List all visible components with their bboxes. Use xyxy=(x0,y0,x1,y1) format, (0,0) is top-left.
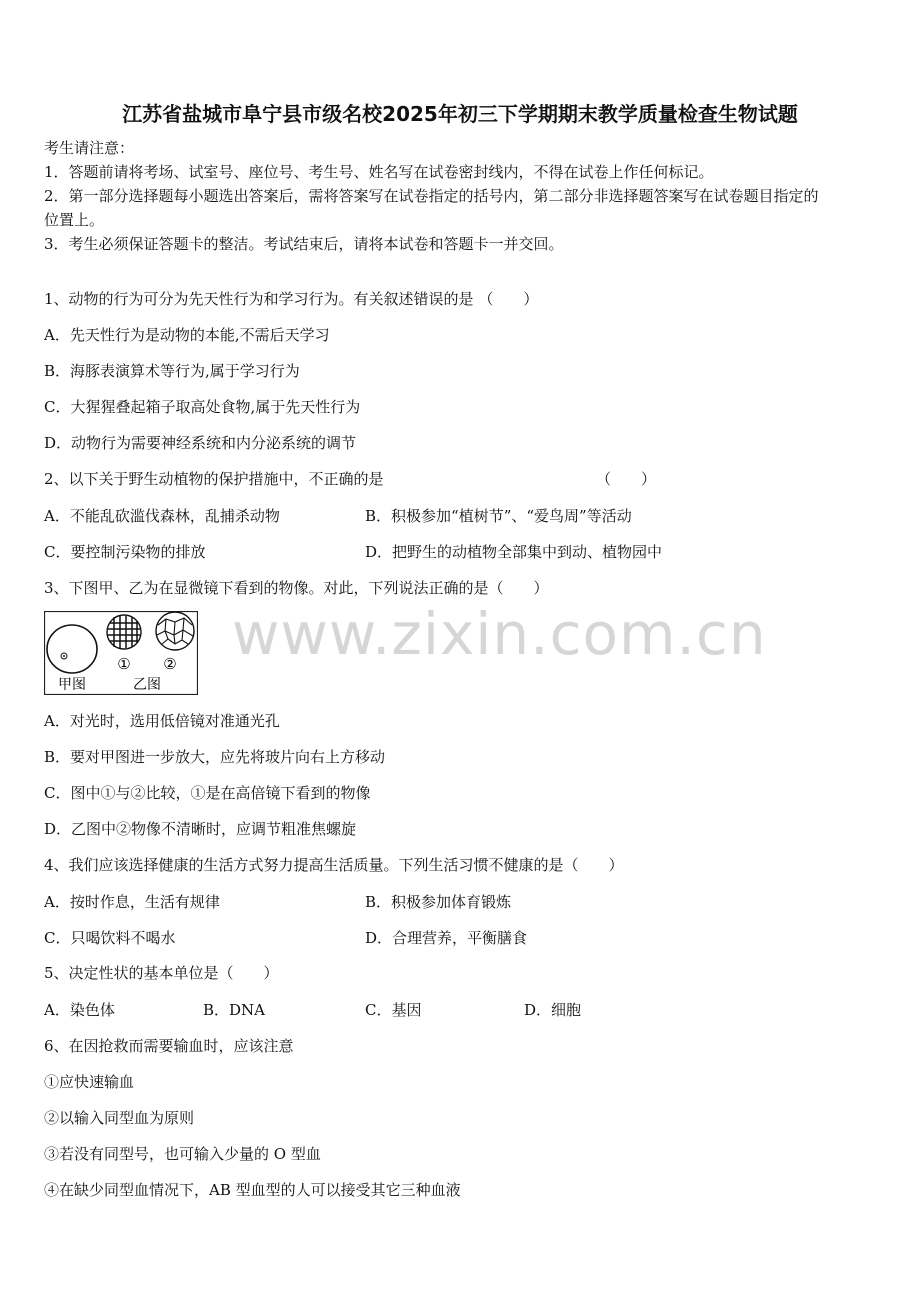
notice-item-2b: 位置上。 xyxy=(44,211,105,229)
q5-option-c: C．基因 xyxy=(365,1001,422,1019)
q1-stem: 1、动物的行为可分为先天性行为和学习行为。有关叙述错误的是 （ ） xyxy=(44,290,539,308)
q2-answer-paren: （ ） xyxy=(596,470,657,488)
notice-item-2a: 2．第一部分选择题每小题选出答案后，需将答案写在试卷指定的括号内，第二部分非选择题答案写在试卷题目指定的 xyxy=(44,187,819,205)
q2-option-a: A．不能乱砍滥伐森林，乱捕杀动物 xyxy=(44,507,280,525)
q1-option-d: D．动物行为需要神经系统和内分泌系统的调节 xyxy=(44,434,357,452)
q3-option-b: B．要对甲图进一步放大，应先将玻片向右上方移动 xyxy=(44,748,386,766)
notice-heading: 考生请注意： xyxy=(44,139,135,157)
jia-label: 甲图 xyxy=(58,677,86,693)
q2-option-c: C．要控制污染物的排放 xyxy=(44,543,206,561)
q6-statement-3: ③若没有同型号，也可输入少量的 O 型血 xyxy=(44,1145,321,1163)
notice-item-1: 1．答题前请将考场、试室号、座位号、考生号、姓名写在试卷密封线内，不得在试卷上作任何标记。 xyxy=(44,163,714,181)
q1-option-a: A．先天性行为是动物的本能,不需后天学习 xyxy=(44,326,330,344)
yi-label: 乙图 xyxy=(133,677,161,693)
q6-stem: 6、在因抢救而需要输血时，应该注意 xyxy=(44,1037,294,1055)
yi-mark-1: ① xyxy=(117,655,131,673)
microscope-figure-svg xyxy=(44,611,198,695)
watermark: www.zixin.com.cn xyxy=(232,600,767,668)
q4-option-d: D．合理营养，平衡膳食 xyxy=(365,929,528,947)
q3-option-a: A．对光时，选用低倍镜对准通光孔 xyxy=(44,712,280,730)
q6-statement-1: ①应快速输血 xyxy=(44,1073,135,1091)
q4-option-c: C．只喝饮料不喝水 xyxy=(44,929,176,947)
q3-stem: 3、下图甲、乙为在显微镜下看到的物像。对此，下列说法正确的是（ ） xyxy=(44,579,549,597)
q5-stem: 5、决定性状的基本单位是（ ） xyxy=(44,964,279,982)
q1-option-c: C．大猩猩叠起箱子取高处食物,属于先天性行为 xyxy=(44,398,361,416)
q1-option-b: B．海豚表演算术等行为,属于学习行为 xyxy=(44,362,300,380)
q6-statement-2: ②以输入同型血为原则 xyxy=(44,1109,195,1127)
q2-stem: 2、以下关于野生动植物的保护措施中，不正确的是 xyxy=(44,470,384,488)
q6-statement-4: ④在缺少同型血情况下，AB 型血型的人可以接受其它三种血液 xyxy=(44,1181,461,1199)
q5-option-d: D．细胞 xyxy=(524,1001,582,1019)
q3-option-c: C．图中①与②比较，①是在高倍镜下看到的物像 xyxy=(44,784,371,802)
q2-option-d: D．把野生的动植物全部集中到动、植物园中 xyxy=(365,543,663,561)
q4-option-b: B．积极参加体育锻炼 xyxy=(365,893,512,911)
page-title: 江苏省盐城市阜宁县市级名校2025年初三下学期期末教学质量检查生物试题 xyxy=(122,102,798,126)
microscope-figure xyxy=(44,611,198,695)
yi-view-2 xyxy=(156,612,194,650)
yi-mark-2: ② xyxy=(163,655,177,673)
q3-option-d: D．乙图中②物像不清晰时，应调节粗准焦螺旋 xyxy=(44,820,357,838)
jia-object-center xyxy=(63,655,65,657)
q4-option-a: A．按时作息，生活有规律 xyxy=(44,893,220,911)
q4-stem: 4、我们应该选择健康的生活方式努力提高生活质量。下列生活习惯不健康的是（ ） xyxy=(44,856,624,874)
q5-option-a: A．染色体 xyxy=(44,1001,115,1019)
q2-option-b: B．积极参加“植树节”、“爱鸟周”等活动 xyxy=(365,507,632,525)
notice-item-3: 3．考生必须保证答题卡的整洁。考试结束后，请将本试卷和答题卡一并交回。 xyxy=(44,235,564,253)
yi-view-1 xyxy=(107,615,141,649)
q5-option-b: B．DNA xyxy=(203,1001,266,1019)
